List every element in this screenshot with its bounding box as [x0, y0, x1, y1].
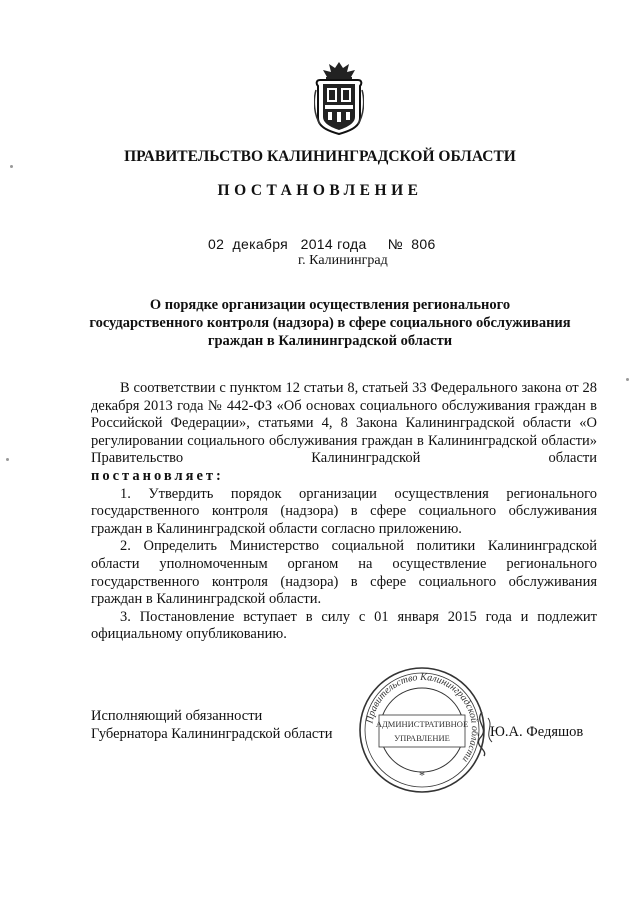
heading-line: О порядке организации осуществления регионального [149, 297, 511, 313]
resolves-word: постановляет: [91, 467, 224, 484]
stamp-center-line: УПРАВЛЕНИЕ [394, 733, 450, 743]
document-body [91, 380, 597, 644]
heading-line: граждан в Калининградской области [207, 333, 453, 349]
scan-speck [10, 165, 13, 168]
coat-of-arms-emblem [314, 60, 364, 136]
heading-line: государственного контроля (надзора) в сфере социального обслуживания [89, 315, 571, 331]
svg-text:*: * [419, 768, 425, 782]
document-date: 02 декабря 2014 года [208, 236, 367, 252]
position-line: Исполняющий обязанности [91, 708, 263, 724]
stamp-ring-text: Правительство Калининградской области [364, 671, 481, 765]
signatory-position [91, 708, 332, 743]
item-3-paragraph: 3. Постановление вступает в силу с 01 января 2015 года и подлежит официальному опубликованию. [91, 608, 597, 643]
item-2-paragraph: 2. Определить Министерство социальной политики Калининградской области уполномоченным органом на осуществление регионального государственного контроля (надзора) в сфере социального обслуживания граждан в Калининградской области. [91, 538, 597, 608]
document-number: № 806 [387, 236, 436, 252]
signatory-name: Ю.А. Федяшов [490, 724, 584, 740]
position-line: Губернатора Калининградской области [91, 725, 333, 742]
item-1-paragraph: 1. Утвердить порядок организации осуществления регионального государственного контроля (надзора) в сфере социального обслуживания граждан в Калининградской области согласно приложению. [91, 485, 597, 537]
document-date-number [208, 236, 436, 252]
document-type-title: ПОСТАНОВЛЕНИЕ [217, 182, 423, 199]
stamp-center-line: АДМИНИСТРАТИВНОЕ [375, 719, 469, 729]
preamble-paragraph: В соответствии с пунктом 12 статьи 8, статьей 33 Федерального закона от 28 декабря 2013 года № 442-ФЗ «Об основах социального обслуживания граждан в Российской Федерации», статьями 4, 8 Закона Калининградской области «О регулировании социального обслуживания граждан в Калининградской области» Правительство Калининградской области [91, 380, 597, 467]
document-city: г. Калининград [298, 253, 388, 268]
organization-title: ПРАВИТЕЛЬСТВО КАЛИНИНГРАДСКОЙ ОБЛАСТИ [124, 148, 516, 165]
document-heading [80, 296, 580, 350]
scan-speck [6, 458, 9, 461]
scan-speck [626, 378, 629, 381]
official-seal-stamp [357, 665, 487, 795]
